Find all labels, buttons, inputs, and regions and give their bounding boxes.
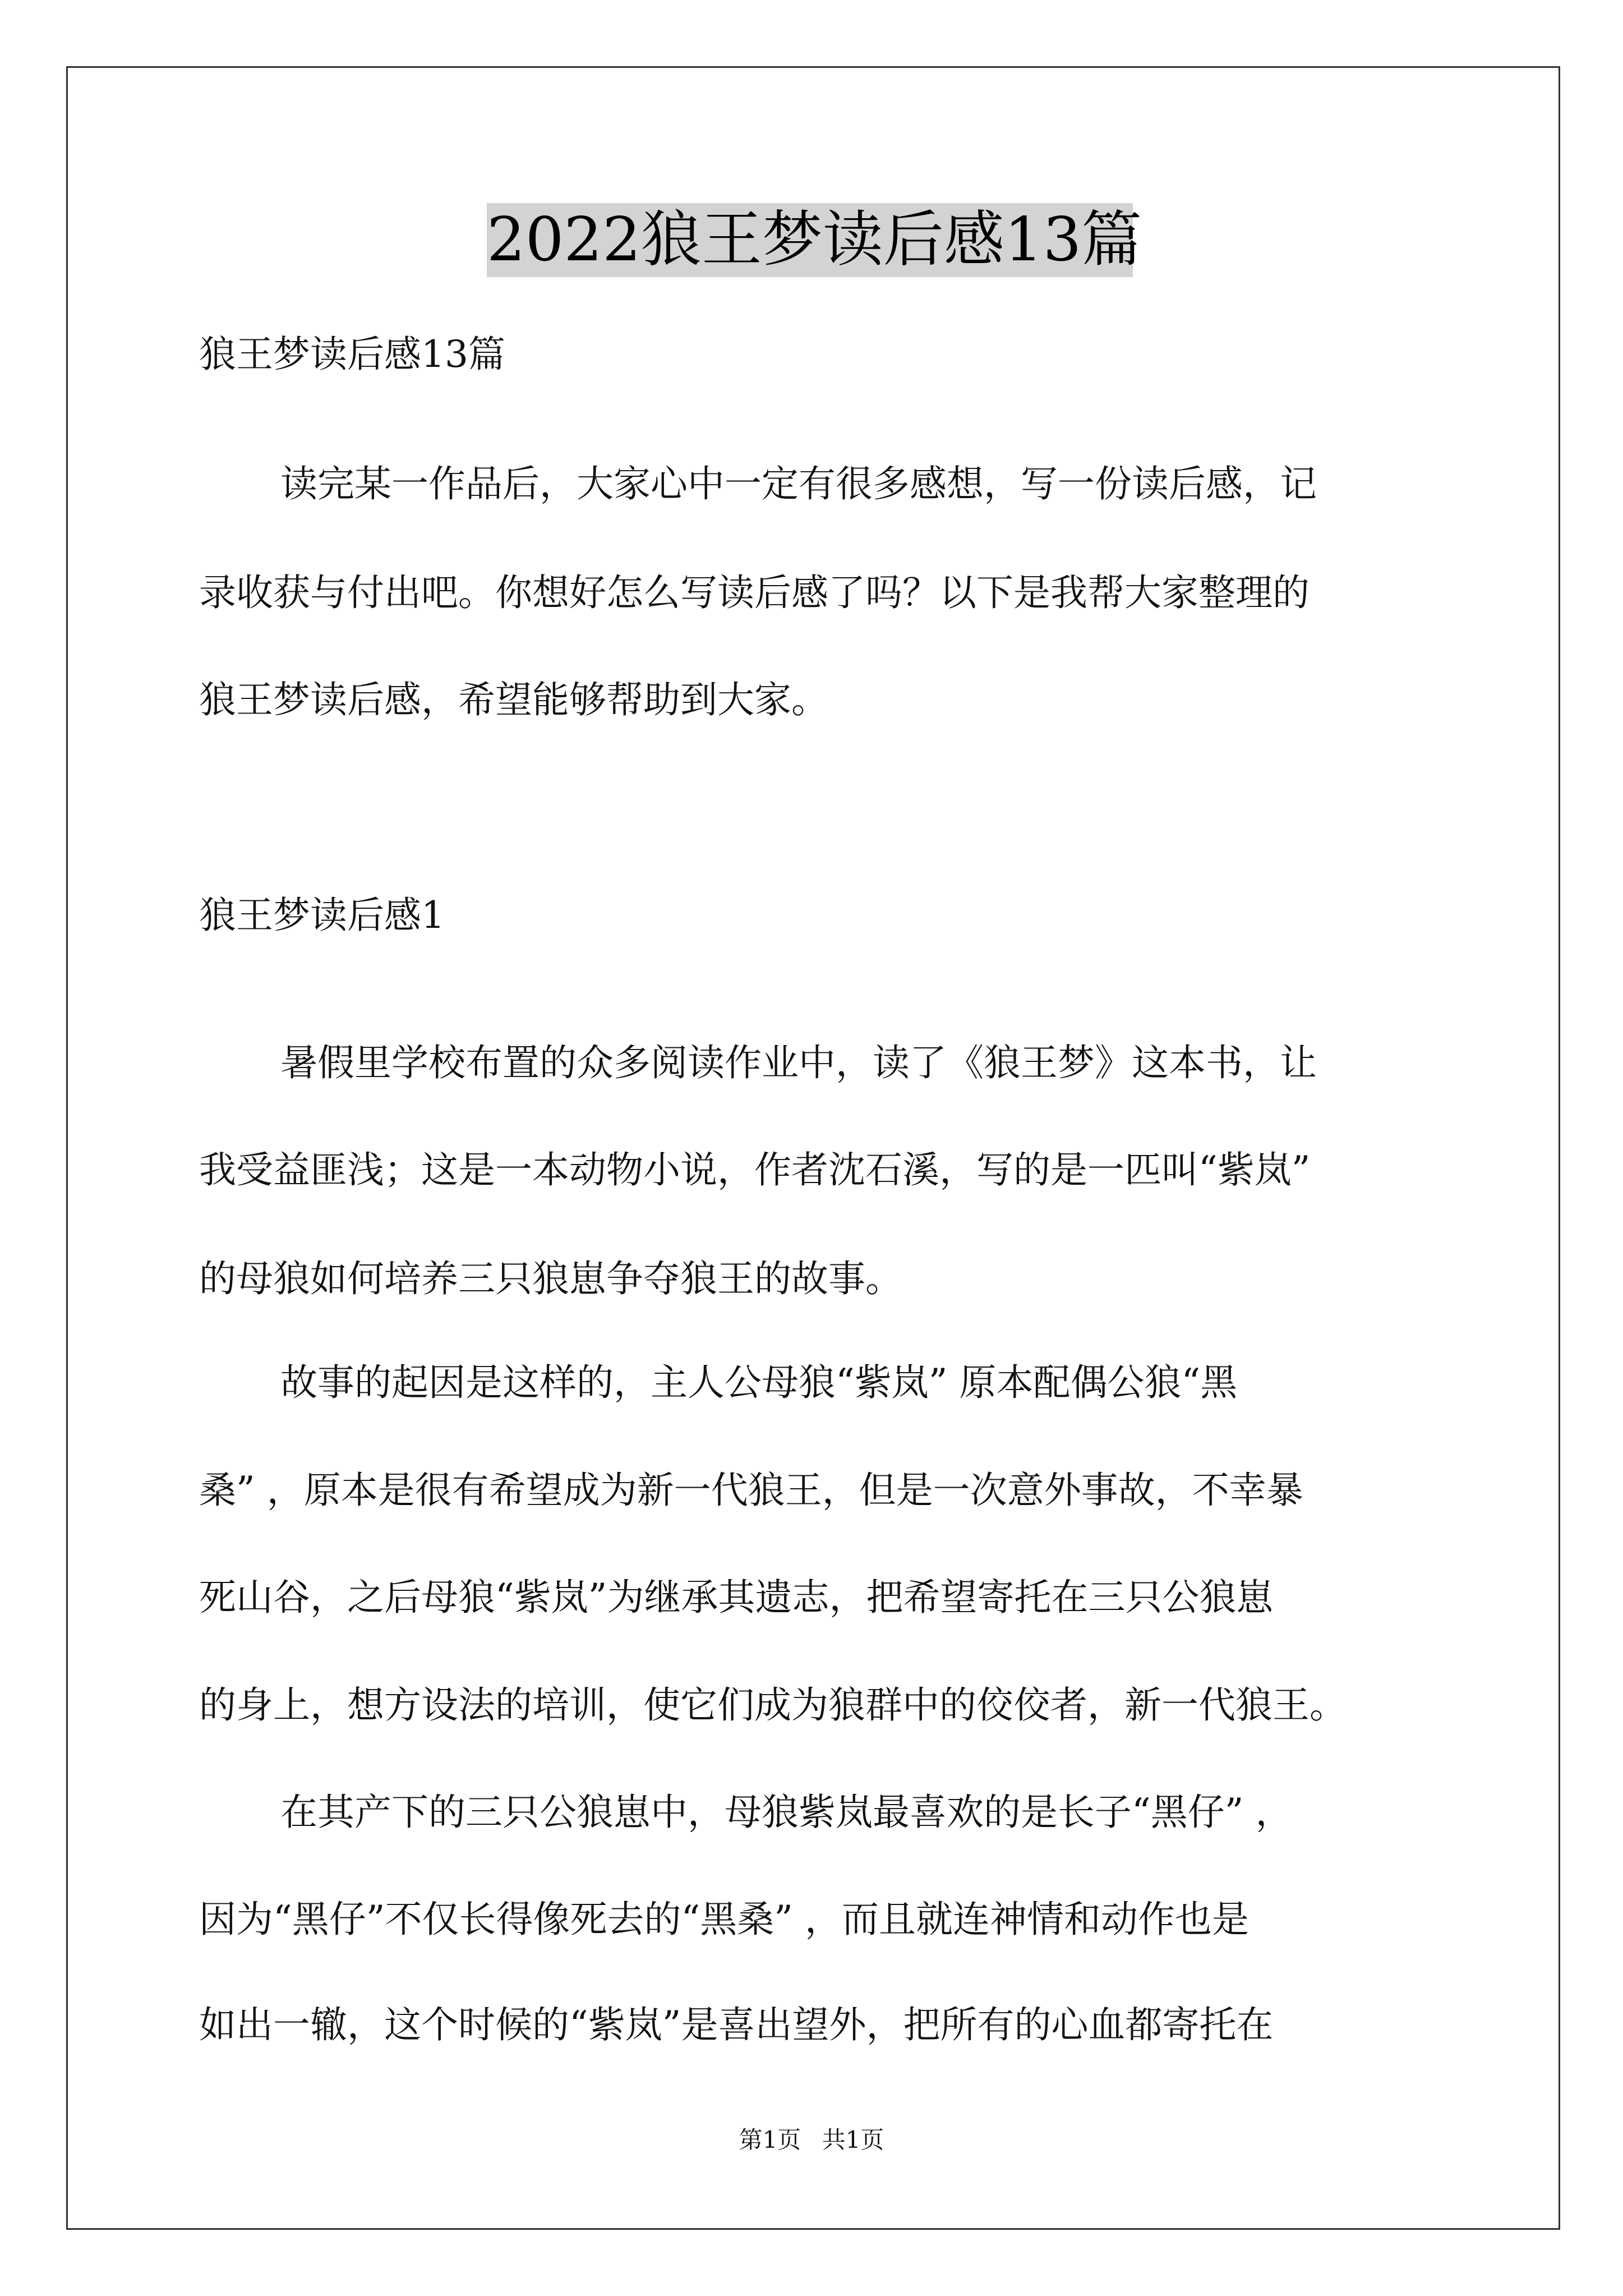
subtitle: 狼王梦读后感13篇 (199, 333, 505, 376)
page-total: 共1页 (822, 2126, 884, 2154)
paragraph-1-line-1: 暑假里学校布置的众多阅读作业中，读了《狼王梦》这本书，让 (280, 1041, 1317, 1084)
paragraph-2-line-2: 桑” ，原本是很有希望成为新一代狼王，但是一次意外事故，不幸暴 (199, 1469, 1303, 1512)
paragraph-2-line-3: 死山谷，之后母狼“紫岚”为继承其遗志，把希望寄托在三只公狼崽 (199, 1576, 1274, 1619)
page-footer (0, 2123, 1623, 2157)
paragraph-3-line-1: 在其产下的三只公狼崽中，母狼紫岚最喜欢的是长子“黑仔” ， (280, 1791, 1293, 1834)
page-number: 第1页 (739, 2126, 801, 2154)
intro-line-2: 录收获与付出吧。你想好怎么写读后感了吗？以下是我帮大家整理的 (199, 571, 1310, 614)
paragraph-3-line-3: 如出一辙，这个时候的“紫岚”是喜出望外，把所有的心血都寄托在 (199, 2003, 1274, 2046)
paragraph-1-line-3: 的母狼如何培养三只狼崽争夺狼王的故事。 (199, 1257, 902, 1300)
section-heading: 狼王梦读后感1 (199, 894, 445, 937)
paragraph-3-line-2: 因为“黑仔”不仅长得像死去的“黑桑” ，而且就连神情和动作也是 (199, 1898, 1249, 1941)
paragraph-2-line-4: 的身上，想方设法的培训，使它们成为狼群中的佼佼者，新一代狼王。 (199, 1683, 1347, 1727)
intro-line-3: 狼王梦读后感，希望能够帮助到大家。 (199, 678, 828, 721)
document-title: 2022狼王梦读后感13篇 (487, 203, 1133, 277)
intro-line-1: 读完某一作品后，大家心中一定有很多感想，写一份读后感，记 (280, 462, 1317, 505)
paragraph-1-line-2: 我受益匪浅；这是一本动物小说，作者沈石溪，写的是一匹叫“紫岚” (199, 1148, 1311, 1191)
paragraph-2-line-1: 故事的起因是这样的，主人公母狼“紫岚” 原本配偶公狼“黑 (280, 1361, 1238, 1404)
